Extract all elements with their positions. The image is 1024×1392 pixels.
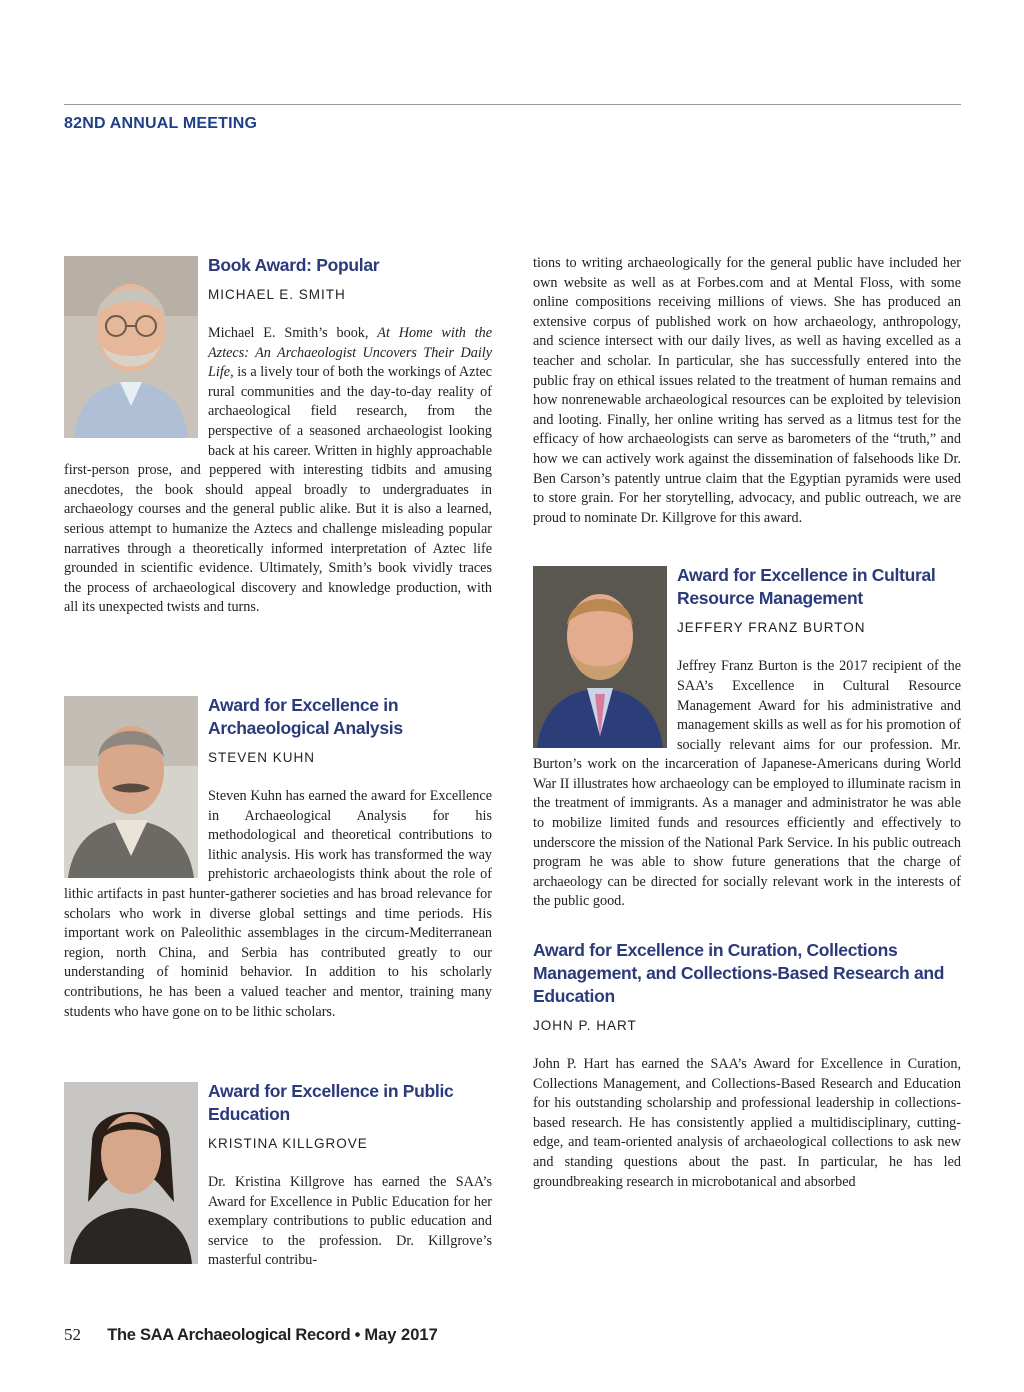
left-column — [64, 254, 492, 1272]
award-title: Award for Excellence in Curation, Collections Management, and Collections-Based Research and Education — [533, 940, 945, 1007]
portrait-man-glasses-icon — [64, 256, 198, 438]
recipient-name: JOHN P. HART — [533, 1018, 637, 1034]
award-body: Dr. Kristina Killgrove has earned the SAA’s Award for Excellence in Public Education for her exemplary contributions to public education and service to the profession. Dr. Killgrove’s masterful contribu- — [208, 1174, 492, 1269]
award-title: Award for Excellence in Archaeological Analysis — [208, 695, 403, 738]
award-title: Award for Excellence in Public Education — [208, 1081, 454, 1124]
award-title: Award for Excellence in Cultural Resource Management — [677, 565, 936, 609]
recipient-name: JEFFERY FRANZ BURTON — [677, 620, 866, 636]
award-archaeological-analysis — [64, 694, 492, 1056]
portrait-man-beard-icon — [533, 566, 667, 748]
award-body: Michael E. Smith’s book, At Home with the Aztecs: An Archaeologist Uncovers Their Daily Life, is a lively tour of both the workings of Aztec rural communities and the day-to-day reality of archaeological field research, from the perspective of a seasoned archaeologist looking back at his career. Written in highly approachable first-person prose, and peppered with interesting tidbits and amusing anecdotes, the book should appeal broadly to undergraduates in archaeology courses and the general public alike. But it is also a learned, serious attempt to humanize the Aztecs and challenge misleading popular narratives through a theoretically informed interpretation of Aztec life grounded in scientific evidence. Ultimately, Smith’s book vividly traces the process of archaeological discovery and knowledge production, with all its unexpected twists and turns. — [64, 325, 493, 616]
portrait-woman-icon — [64, 1082, 198, 1264]
award-body: Jeffrey Franz Burton is the 2017 recipient of the SAA’s Excellence in Cultural Resource Management Award for his administrative and management skills as well as for his promotion of socially relevant aims for our profession. Mr. Burton’s work on the incarceration of Japanese-Americans during World War II illustrates how archaeology can be employed to illuminate racism in the treatment of immigrants. As a manager and administrator he was able to mobilize limited funds and resources efficiently and effectively to underscore the mission of the National Park Service. In his public outreach program he was able to show future generations that the charge of archaeology can be directed for socially relevant work in the interests of the public good. — [533, 658, 961, 910]
page-number: 52 — [64, 1325, 81, 1344]
award-curation-collections — [533, 939, 961, 1192]
portrait-man-mustache-icon — [64, 696, 198, 878]
award-public-education — [64, 1080, 492, 1272]
award-book-popular — [64, 254, 492, 668]
recipient-name: MICHAEL E. SMITH — [208, 287, 346, 302]
issue-date: May 2017 — [364, 1326, 438, 1344]
page-footer — [64, 1325, 438, 1345]
award-title: Book Award: Popular — [208, 255, 380, 275]
award-cultural-resource-management — [533, 564, 961, 913]
continuation-text: tions to writing archaeologically for the general public have included her own website as well as at Forbes.com and at Mental Floss, with some online compositions receiving millions of views. She has produced an extensive corpus of published work on how archaeology, anthropology, and science intersect with our daily lives, as well as having excelled as a teacher and scholar. In particular, she has successfully entered into the public fray on ethical issues related to the treatment of human remains and how nonrenewable archaeological resources can be exploited by television and looting. Finally, her online writing has served as a litmus test for the efficacy of how archaeologists can serve as barometers of the “truth,” and how we can actively work against the dissemination of falsehoods like Dr. Ben Carson’s patently untrue claim that the Egyptian pyramids were used to store grain. For her storytelling, advocacy, and public outreach, we are proud to nominate Dr. Killgrove for this award. — [533, 255, 961, 526]
recipient-name: KRISTINA KILLGROVE — [208, 1136, 368, 1151]
award-body: Steven Kuhn has earned the award for Excellence in Archaeological Analysis for his methodological and theoretical contributions to lithic analysis. His work has transformed the way prehistoric archaeologists think about the role of lithic artifacts in past hunter-gatherer societies and has broad relevance for scholars who work in diverse global settings and time periods. His important work on Paleolithic assemblages in the circum-Mediterranean region, north China, and Serbia has contributed greatly to our understanding of hominid behavior. In addition to his scholarly contributions, he has been a valued teacher and mentor, training many students who have gone on to be lithic scholars. — [64, 788, 492, 1020]
header-rule — [64, 104, 961, 105]
running-header: 82ND ANNUAL MEETING — [64, 115, 258, 132]
footer-bullet: • — [354, 1326, 361, 1344]
award-body: John P. Hart has earned the SAA’s Award for Excellence in Curation, Collections Management, and Collections-Based Research and Education for his outstanding scholarship and professional leadership in collections-based research. He has consistently applied a multidisciplinary, cutting-edge, and team-oriented analysis of archaeological collections to ask new and standing questions about the past. In particular, he has led groundbreaking research in microbotanical and absorbed — [533, 1056, 961, 1190]
recipient-name: STEVEN KUHN — [208, 750, 316, 765]
right-column — [533, 254, 961, 1192]
publication-title: The SAA Archaeological Record — [107, 1326, 351, 1344]
